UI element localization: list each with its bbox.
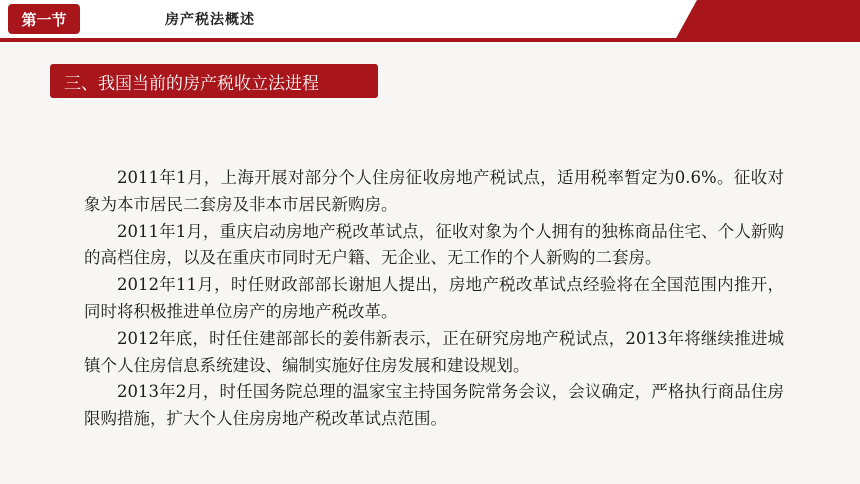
slide-heading: 三、我国当前的房产税收立法进程: [50, 64, 378, 98]
paragraph-3: 2012年11月，时任财政部部长谢旭人提出，房地产税改革试点经验将在全国范围内推开，同时将积极推进单位房产的房地产税改革。: [84, 275, 784, 321]
section-badge: 第一节: [8, 4, 80, 34]
paragraph-4: 2012年底，时任住建部部长的姜伟新表示，正在研究房地产税试点，2013年将继续推进城镇个人住房信息系统建设、编制实施好住房发展和建设规划。: [84, 328, 784, 375]
body-text: [84, 165, 784, 433]
paragraph-2: 2011年1月，重庆启动房地产税改革试点，征收对象为个人拥有的独栋商品住宅、个人新购的高档住房，以及在重庆市同时无户籍、无企业、无工作的个人新购的二套房。: [84, 221, 784, 268]
header-accent-shape: [675, 0, 860, 40]
section-title: 房产税法概述: [165, 12, 255, 28]
paragraph-5: 2013年2月，时任国务院总理的温家宝主持国务院常务会议，会议确定，严格执行商品住房限购措施，扩大个人住房房地产税改革试点范围。: [84, 382, 784, 429]
header-divider: [0, 38, 860, 42]
paragraph-1: 2011年1月，上海开展对部分个人住房征收房地产税试点，适用税率暂定为0.6%。征收对象为本市居民二套房及非本市居民新购房。: [84, 168, 784, 214]
